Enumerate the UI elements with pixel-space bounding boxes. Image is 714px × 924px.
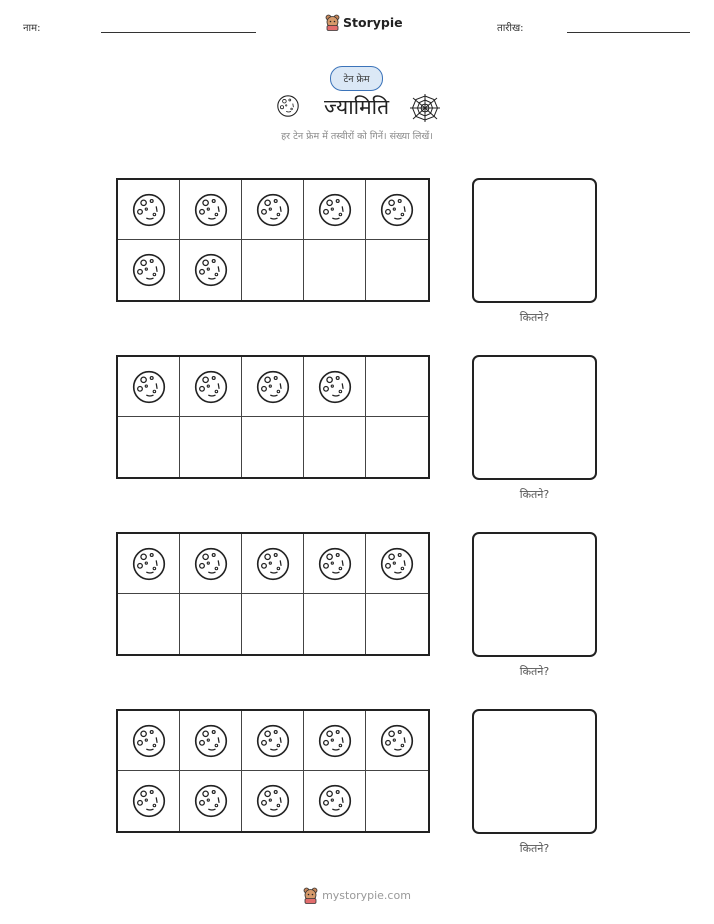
ten-frame-cell: [366, 711, 428, 771]
name-label: नाम:: [23, 23, 41, 34]
ten-frame-cell: [366, 357, 428, 417]
ten-frame-cell: [118, 771, 180, 831]
ten-frame-cell: [304, 240, 366, 300]
ten-frame-cell: [180, 534, 242, 594]
answer-box[interactable]: [472, 709, 597, 834]
moon-icon: [193, 252, 229, 288]
moon-icon: [255, 369, 291, 405]
instruction-text: हर टेन फ्रेम में तस्वीरों को गिनें। संख्या लिखें।: [281, 131, 433, 142]
date-line[interactable]: [567, 32, 690, 33]
ten-frame-cell: [242, 180, 304, 240]
ten-frame-cell: [304, 771, 366, 831]
answer-box[interactable]: [472, 178, 597, 303]
moon-icon: [255, 192, 291, 228]
ten-frame: [116, 178, 430, 302]
ten-frame-cell: [242, 417, 304, 477]
ten-frame-cell: [242, 594, 304, 654]
ten-frame-cell: [366, 594, 428, 654]
topic-badge: टेन फ्रेम: [330, 66, 383, 91]
ten-frame-cell: [118, 534, 180, 594]
moon-icon: [193, 192, 229, 228]
moon-icon: [379, 546, 415, 582]
moon-icon: [317, 546, 353, 582]
ten-frame-cell: [304, 417, 366, 477]
how-many-label: कितने?: [519, 665, 550, 678]
moon-icon: [379, 192, 415, 228]
footer-url: mystorypie.com: [322, 888, 411, 902]
moon-icon: [255, 783, 291, 819]
ten-frame-cell: [242, 240, 304, 300]
ten-frame-cell: [304, 180, 366, 240]
name-line[interactable]: [101, 32, 256, 33]
moon-icon: [193, 723, 229, 759]
storypie-bear-logo-icon: [325, 14, 340, 31]
moon-icon: [131, 369, 167, 405]
ten-frame-cell: [118, 357, 180, 417]
ten-frame-cell: [180, 417, 242, 477]
ten-frame-cell: [242, 357, 304, 417]
ten-frame-cell: [180, 240, 242, 300]
ten-frame-cell: [304, 534, 366, 594]
moon-icon: [131, 783, 167, 819]
ten-frame-cell: [180, 180, 242, 240]
moon-icon: [317, 783, 353, 819]
ten-frame-cell: [118, 711, 180, 771]
ten-frame-cell: [366, 180, 428, 240]
ten-frame-cell: [180, 594, 242, 654]
ten-frame-cell: [242, 534, 304, 594]
ten-frame-cell: [304, 357, 366, 417]
ten-frame: [116, 355, 430, 479]
answer-box[interactable]: [472, 532, 597, 657]
moon-icon: [131, 546, 167, 582]
moon-icon: [317, 723, 353, 759]
page-title: ज्यामिति: [324, 95, 390, 119]
answer-box[interactable]: [472, 355, 597, 480]
ten-frame-cell: [118, 240, 180, 300]
ten-frame-cell: [366, 534, 428, 594]
moon-icon: [193, 546, 229, 582]
moon-icon: [379, 723, 415, 759]
ten-frame-cell: [118, 594, 180, 654]
moon-icon: [193, 369, 229, 405]
brand-logo: [325, 12, 403, 32]
moon-icon: [131, 192, 167, 228]
how-many-label: कितने?: [519, 488, 550, 501]
footer: [0, 885, 714, 905]
ten-frame-cell: [304, 711, 366, 771]
how-many-label: कितने?: [519, 842, 550, 855]
ten-frame-cell: [366, 417, 428, 477]
brand-name: Storypie: [343, 14, 403, 30]
moon-icon: [255, 723, 291, 759]
ten-frame-cell: [304, 594, 366, 654]
ten-frame-cell: [180, 711, 242, 771]
moon-icon: [255, 546, 291, 582]
title-row: [0, 92, 714, 124]
moon-icon: [317, 369, 353, 405]
how-many-label: कितने?: [519, 311, 550, 324]
ten-frame: [116, 532, 430, 656]
spider-web-icon: [409, 93, 441, 123]
moon-icon: [317, 192, 353, 228]
moon-icon: [131, 252, 167, 288]
ten-frame-cell: [180, 357, 242, 417]
ten-frame-cell: [242, 711, 304, 771]
moon-icon: [193, 783, 229, 819]
ten-frame-cell: [366, 771, 428, 831]
ten-frame-cell: [118, 417, 180, 477]
ten-frame-cell: [118, 180, 180, 240]
ten-frame-cell: [180, 771, 242, 831]
moon-icon: [131, 723, 167, 759]
ten-frame: [116, 709, 430, 833]
moon-icon: [276, 94, 300, 118]
ten-frame-cell: [242, 771, 304, 831]
storypie-bear-logo-icon: [303, 887, 318, 904]
date-label: तारीख:: [497, 23, 524, 34]
ten-frame-cell: [366, 240, 428, 300]
